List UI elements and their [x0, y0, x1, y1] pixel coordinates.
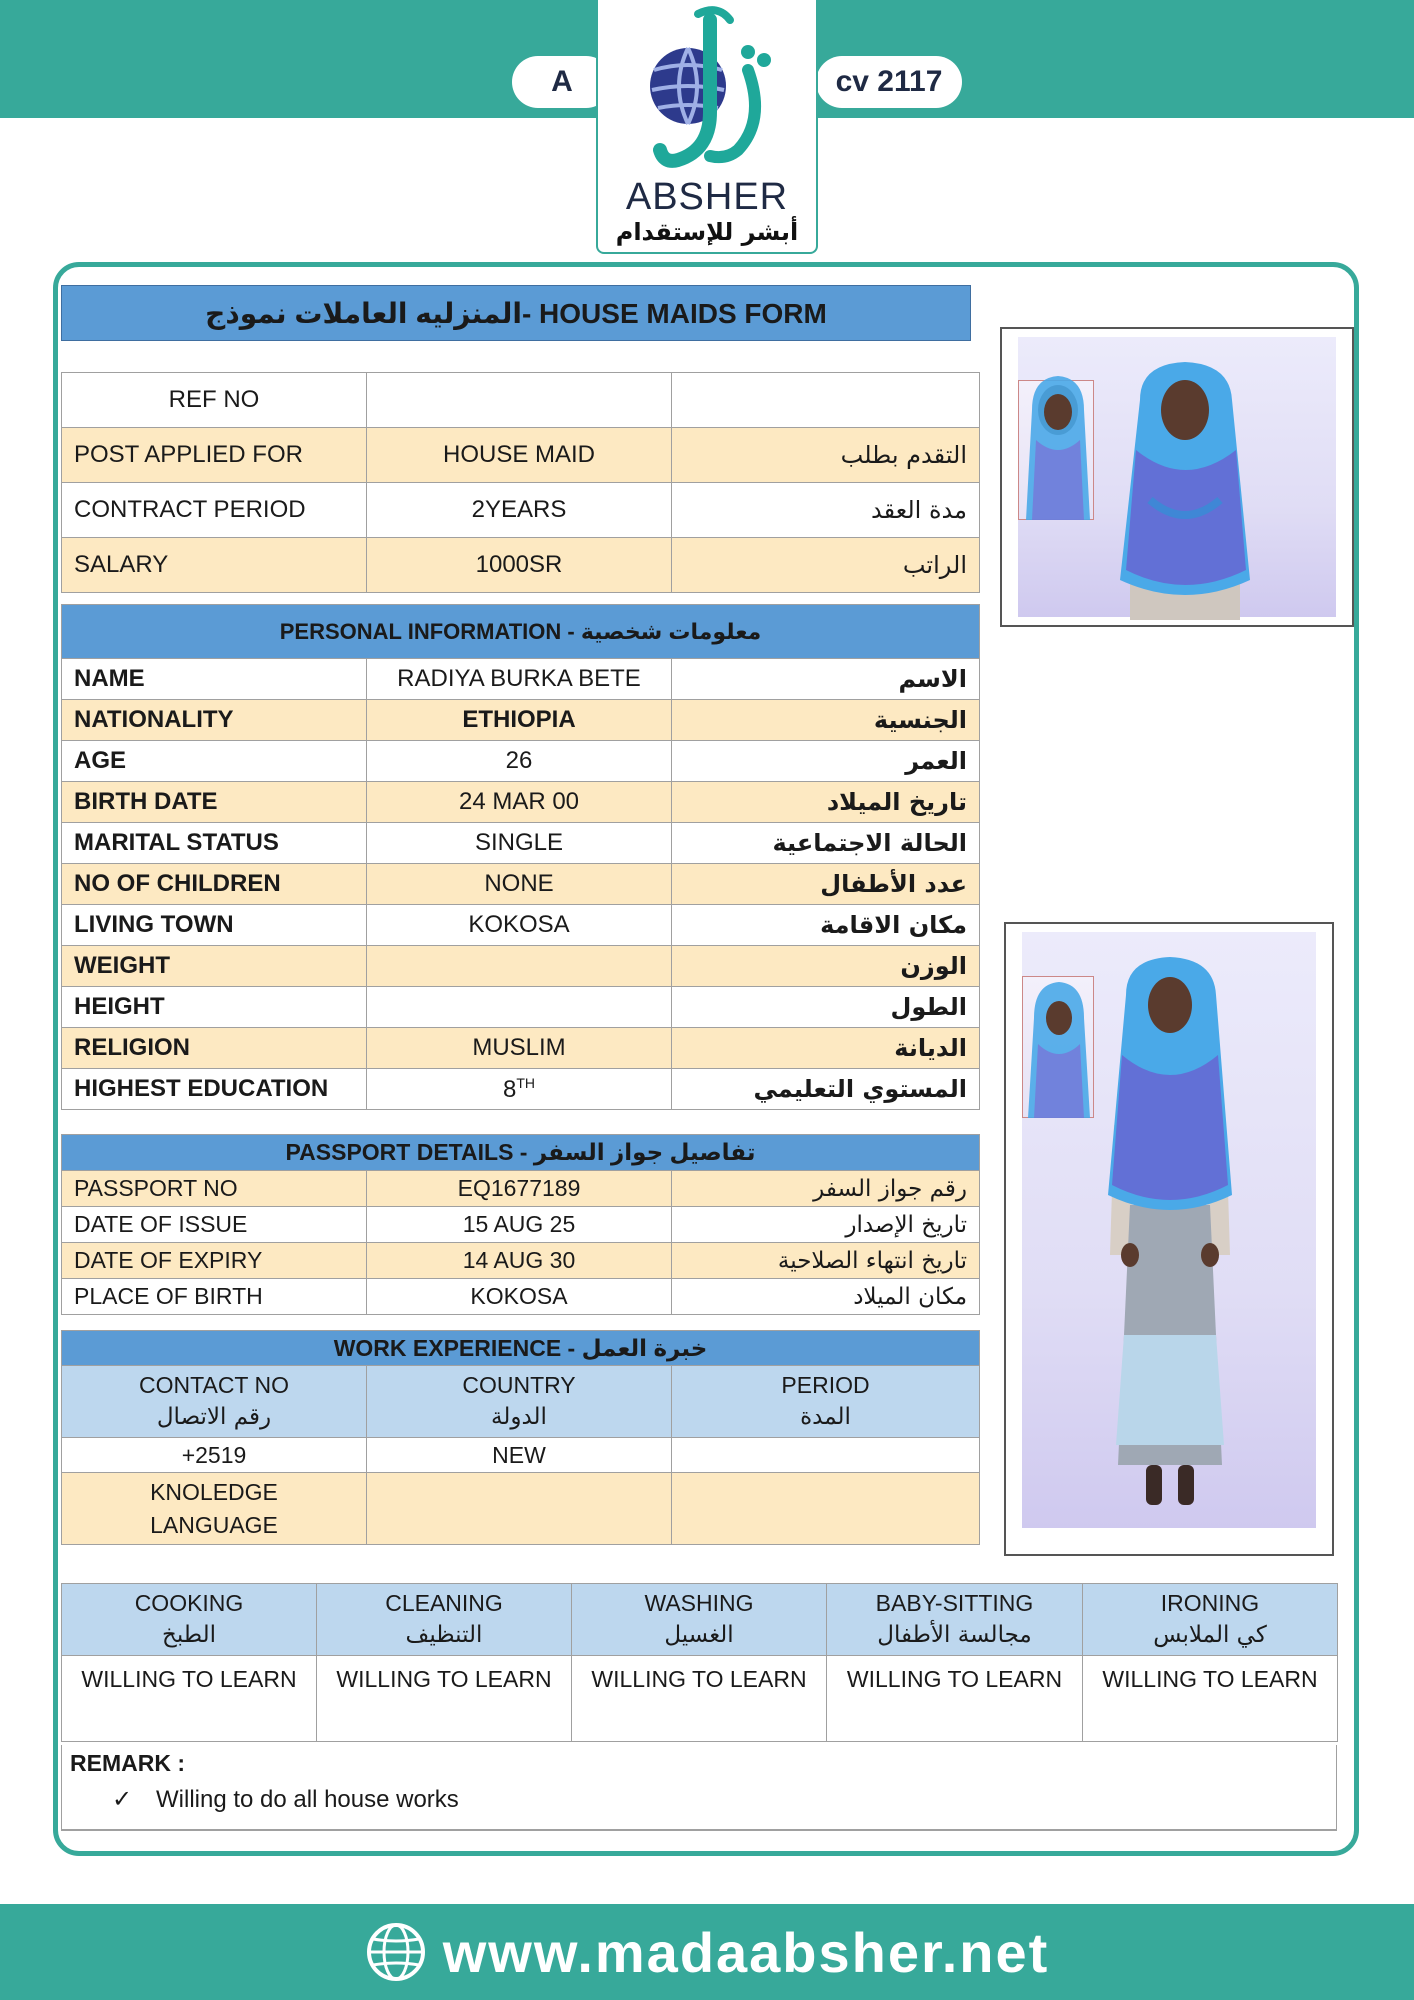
passport-header: PASSPORT DETAILS - تفاصيل جواز السفر	[62, 1135, 980, 1171]
weight-ar: الوزن	[672, 946, 980, 987]
marital-status-label: MARITAL STATUS	[62, 823, 367, 864]
logo-emblem	[598, 0, 820, 176]
nationality-value: ETHIOPIA	[367, 700, 672, 741]
bottom-band	[0, 1904, 1414, 2000]
check-icon: ✓	[112, 1786, 133, 1813]
living-town-value: KOKOSA	[367, 905, 672, 946]
passport-no-label: PASSPORT NO	[62, 1171, 367, 1207]
globe-icon	[365, 1921, 427, 1983]
table-row	[62, 483, 980, 538]
table-header-row	[62, 1584, 1338, 1656]
table-row	[62, 823, 980, 864]
personal-info-table	[61, 604, 980, 1110]
skills-table	[61, 1583, 1338, 1742]
table-row	[62, 538, 980, 593]
table-row	[62, 1243, 980, 1279]
religion-label: RELIGION	[62, 1028, 367, 1069]
table-row	[62, 864, 980, 905]
skill-cooking	[62, 1584, 317, 1656]
category-badge: A	[512, 56, 612, 108]
marital-status-ar: الحالة الاجتماعية	[672, 823, 980, 864]
expiry-date-value: 14 AUG 30	[367, 1243, 672, 1279]
column-label-en: PERIOD	[781, 1372, 870, 1399]
period-value	[672, 1438, 980, 1473]
name-ar: الاسم	[672, 659, 980, 700]
name-value: RADIYA BURKA BETE	[367, 659, 672, 700]
column-label-en: CONTACT NO	[139, 1372, 289, 1399]
language-value-2	[672, 1473, 980, 1545]
remark-text: Willing to do all house works	[156, 1786, 459, 1813]
age-label: AGE	[62, 741, 367, 782]
skill-label-ar: مجالسة الأطفال	[877, 1621, 1032, 1648]
personal-info-header: PERSONAL INFORMATION - معلومات شخصية	[62, 605, 980, 659]
education-grade: 8	[502, 1075, 517, 1103]
contract-ar: مدة العقد	[672, 483, 980, 538]
religion-value: MUSLIM	[367, 1028, 672, 1069]
issue-date-label: DATE OF ISSUE	[62, 1207, 367, 1243]
table-row	[62, 373, 980, 428]
height-label: HEIGHT	[62, 987, 367, 1028]
table-row	[62, 905, 980, 946]
education-ar: المستوي التعليمي	[672, 1069, 980, 1110]
skill-label-en: CLEANING	[385, 1590, 503, 1617]
country-value: NEW	[367, 1438, 672, 1473]
issue-date-value: 15 AUG 25	[367, 1207, 672, 1243]
language-label-line1: KNOLEDGE	[150, 1479, 278, 1506]
weight-value	[367, 946, 672, 987]
language-label-line2: LANGUAGE	[150, 1511, 278, 1538]
column-label-ar: الدولة	[491, 1403, 547, 1430]
contact-no-column	[62, 1366, 367, 1438]
table-row	[62, 1069, 980, 1110]
country-column	[367, 1366, 672, 1438]
nationality-label: NATIONALITY	[62, 700, 367, 741]
table-row	[62, 700, 980, 741]
birth-place-ar: مكان الميلاد	[672, 1279, 980, 1315]
column-label-ar: المدة	[800, 1403, 851, 1430]
nationality-ar: الجنسية	[672, 700, 980, 741]
birth-date-ar: تاريخ الميلاد	[672, 782, 980, 823]
living-town-ar: مكان الاقامة	[672, 905, 980, 946]
job-table	[61, 372, 980, 593]
table-row	[62, 1028, 980, 1069]
remark-item	[112, 1785, 459, 1814]
washing-value: WILLING TO LEARN	[572, 1656, 827, 1742]
skill-label-en: BABY-SITTING	[875, 1590, 1034, 1617]
person-portrait-icon	[1110, 360, 1260, 620]
language-value-1	[367, 1473, 672, 1545]
post-ar: التقدم بطلب	[672, 428, 980, 483]
table-header-row	[62, 1366, 980, 1438]
table-row	[62, 1473, 980, 1545]
height-ar: الطول	[672, 987, 980, 1028]
birth-date-value: 24 MAR 00	[367, 782, 672, 823]
ref-no-value	[367, 373, 672, 428]
birth-date-label: BIRTH DATE	[62, 782, 367, 823]
logo-text-ar: أبشر للإستقدام	[615, 218, 799, 246]
name-label: NAME	[62, 659, 367, 700]
age-ar: العمر	[672, 741, 980, 782]
weight-label: WEIGHT	[62, 946, 367, 987]
education-value	[367, 1069, 672, 1110]
height-value	[367, 987, 672, 1028]
ref-no-ar	[672, 373, 980, 428]
person-silhouette-icon	[1018, 370, 1098, 520]
work-experience-table	[61, 1330, 980, 1545]
work-experience-header: WORK EXPERIENCE - خبرة العمل	[62, 1331, 980, 1366]
ref-no-label: REF NO	[62, 373, 367, 428]
column-label-en: COUNTRY	[462, 1372, 576, 1399]
ironing-value: WILLING TO LEARN	[1083, 1656, 1338, 1742]
period-column	[672, 1366, 980, 1438]
logo-text-en: ABSHER	[625, 176, 789, 218]
salary-value: 1000SR	[367, 538, 672, 593]
cleaning-value: WILLING TO LEARN	[317, 1656, 572, 1742]
table-row	[62, 1207, 980, 1243]
cooking-value: WILLING TO LEARN	[62, 1656, 317, 1742]
skill-ironing	[1083, 1584, 1338, 1656]
table-row	[62, 1171, 980, 1207]
passport-table	[61, 1134, 980, 1315]
education-grade-suffix: TH	[516, 1074, 536, 1091]
passport-no-value: EQ1677189	[367, 1171, 672, 1207]
remark-label: REMARK :	[70, 1750, 185, 1776]
person-full-body-icon	[1100, 955, 1240, 1520]
baby-sitting-value: WILLING TO LEARN	[827, 1656, 1083, 1742]
birth-place-value: KOKOSA	[367, 1279, 672, 1315]
education-label: HIGHEST EDUCATION	[62, 1069, 367, 1110]
table-row	[62, 1438, 980, 1473]
table-row	[62, 741, 980, 782]
skill-baby-sitting	[827, 1584, 1083, 1656]
skill-label-ar: كي الملابس	[1153, 1621, 1267, 1648]
children-value: NONE	[367, 864, 672, 905]
table-row	[62, 1656, 1338, 1742]
skill-label-en: IRONING	[1160, 1590, 1260, 1617]
skill-washing	[572, 1584, 827, 1656]
expiry-date-ar: تاريخ انتهاء الصلاحية	[672, 1243, 980, 1279]
table-header-row	[62, 1331, 980, 1366]
children-label: NO OF CHILDREN	[62, 864, 367, 905]
table-row	[62, 659, 980, 700]
contract-label: CONTRACT PERIOD	[62, 483, 367, 538]
salary-ar: الراتب	[672, 538, 980, 593]
table-row	[62, 1279, 980, 1315]
skill-label-ar: الطبخ	[161, 1621, 217, 1648]
salary-label: SALARY	[62, 538, 367, 593]
skill-label-en: WASHING	[644, 1590, 754, 1617]
birth-place-label: PLACE OF BIRTH	[62, 1279, 367, 1315]
passport-no-ar: رقم جواز السفر	[672, 1171, 980, 1207]
skill-label-en: COOKING	[134, 1590, 244, 1617]
age-value: 26	[367, 741, 672, 782]
issue-date-ar: تاريخ الإصدار	[672, 1207, 980, 1243]
living-town-label: LIVING TOWN	[62, 905, 367, 946]
post-label: POST APPLIED FOR	[62, 428, 367, 483]
contact-no-value: +2519	[62, 1438, 367, 1473]
language-label	[62, 1473, 367, 1545]
column-label-ar: رقم الاتصال	[156, 1403, 272, 1430]
skill-label-ar: الغسيل	[664, 1621, 734, 1648]
person-silhouette-icon	[1022, 978, 1096, 1118]
religion-ar: الديانة	[672, 1028, 980, 1069]
cv-number-badge: cv 2117	[816, 56, 962, 108]
table-row	[62, 987, 980, 1028]
absher-logo	[596, 0, 818, 254]
post-value: HOUSE MAID	[367, 428, 672, 483]
form-title: المنزليه العاملات نموذج- HOUSE MAIDS FORM	[61, 285, 971, 341]
table-header-row	[62, 1135, 980, 1171]
table-header-row	[62, 605, 980, 659]
table-row	[62, 946, 980, 987]
table-row	[62, 782, 980, 823]
contract-value: 2YEARS	[367, 483, 672, 538]
children-ar: عدد الأطفال	[672, 864, 980, 905]
skill-label-ar: التنظيف	[405, 1621, 483, 1648]
table-row	[62, 428, 980, 483]
expiry-date-label: DATE OF EXPIRY	[62, 1243, 367, 1279]
marital-status-value: SINGLE	[367, 823, 672, 864]
website-link[interactable]: www.madaabsher.net	[442, 1920, 1050, 1984]
skill-cleaning	[317, 1584, 572, 1656]
